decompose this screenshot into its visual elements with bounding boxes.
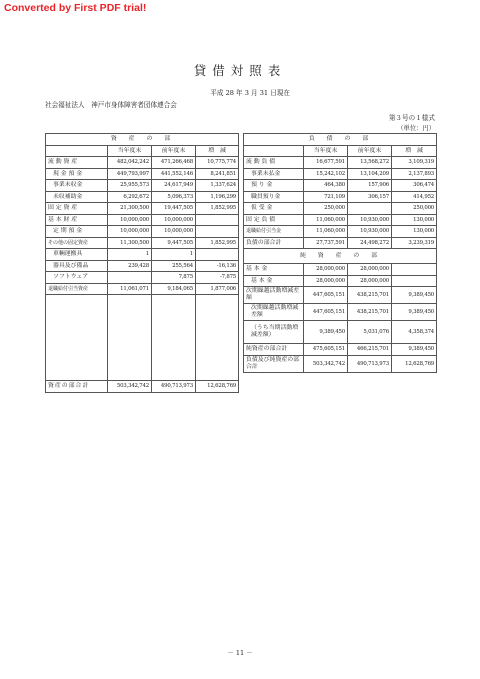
cell-diff: 4,358,374 [392, 321, 437, 344]
cell-diff: 1,877,006 [196, 283, 239, 295]
table-row [46, 226, 239, 238]
cell-diff: -7,875 [196, 272, 239, 284]
row-label: 事業未払金 [244, 168, 304, 180]
table-row [244, 157, 437, 169]
cell-current: 11,060,000 [304, 226, 348, 238]
cell-previous: 5,031,076 [348, 321, 392, 344]
table-row [244, 226, 437, 238]
cell-previous: 28,000,000 [348, 264, 392, 276]
col-header: 増 減 [196, 145, 239, 157]
cell-previous: 255,564 [152, 260, 196, 272]
table-row [244, 237, 437, 249]
cell-previous: 10,930,000 [348, 226, 392, 238]
table-row [244, 168, 437, 180]
col-header: 当年度末 [108, 145, 152, 157]
table-row [46, 260, 239, 272]
cell-diff: 130,000 [392, 226, 437, 238]
row-label: 未収補助金 [46, 191, 108, 203]
cell-previous: 9,447,505 [152, 237, 196, 249]
col-header: 前年度末 [152, 145, 196, 157]
cell-current [108, 272, 152, 284]
cell-current: 482,042,242 [108, 157, 152, 169]
row-label: 固 定 資 産 [46, 203, 108, 215]
cell-diff [392, 275, 437, 287]
cell-diff: 2,137,893 [392, 168, 437, 180]
cell-previous: 9,184,065 [152, 283, 196, 295]
table-row [46, 214, 239, 226]
cell-previous: 466,215,701 [348, 344, 392, 356]
table-row [244, 214, 437, 226]
cell-previous: 5,096,373 [152, 191, 196, 203]
table-row [244, 287, 437, 304]
cell-diff [196, 249, 239, 261]
assets-section-header: 資 産 の 部 [46, 134, 239, 146]
cell-previous: 13,104,209 [348, 168, 392, 180]
cell-diff: 12,628,769 [196, 381, 239, 393]
table-row [46, 283, 239, 295]
row-label: 純資産の部合計 [244, 344, 304, 356]
organization-name: 社会福祉法人 神戸市身体障害者団体連合会 [45, 101, 177, 109]
cell-previous: 10,930,000 [348, 214, 392, 226]
row-label: 職員預り金 [244, 191, 304, 203]
cell-diff: 414,952 [392, 191, 437, 203]
cell-current: 239,428 [108, 260, 152, 272]
cell-previous: 10,000,000 [152, 214, 196, 226]
cell-diff [196, 214, 239, 226]
cell-diff: 3,109,319 [392, 157, 437, 169]
cell-diff [196, 226, 239, 238]
page-number: － 11 － [227, 649, 253, 657]
row-label: 預 り 金 [244, 180, 304, 192]
row-label: 退職給付引当資産 [46, 283, 108, 295]
cell-previous: 10,000,000 [152, 226, 196, 238]
cell-current: 15,242,102 [304, 168, 348, 180]
spacer-row [46, 295, 239, 381]
cell-diff: 3,239,319 [392, 237, 437, 249]
row-label: 器具及び備品 [46, 260, 108, 272]
table-row [46, 203, 239, 215]
table-row [244, 264, 437, 276]
cell-previous: 438,215,701 [348, 304, 392, 321]
cell-current: 449,793,997 [108, 168, 152, 180]
cell-current: 11,060,000 [304, 214, 348, 226]
cell-previous: 157,906 [348, 180, 392, 192]
table-row [46, 168, 239, 180]
cell-diff: 1,337,624 [196, 180, 239, 192]
row-label: 負債及び純資産の部合計 [244, 355, 304, 372]
col-header: 当年度末 [304, 145, 348, 157]
row-label: （うち当期活動増減差額） [244, 321, 304, 344]
total-row [46, 381, 239, 393]
cell-current: 10,000,000 [108, 214, 152, 226]
cell-previous: 438,215,701 [348, 287, 392, 304]
cell-diff: 8,241,851 [196, 168, 239, 180]
cell-current: 21,300,500 [108, 203, 152, 215]
cell-diff: 1,196,299 [196, 191, 239, 203]
cell-diff: 130,000 [392, 214, 437, 226]
table-row [46, 249, 239, 261]
cell-current: 464,380 [304, 180, 348, 192]
cell-previous: 24,498,272 [348, 237, 392, 249]
cell-previous: 19,447,505 [152, 203, 196, 215]
cell-current: 28,000,000 [304, 264, 348, 276]
table-row [244, 203, 437, 215]
cell-diff: -16,136 [196, 260, 239, 272]
cell-previous: 441,552,146 [152, 168, 196, 180]
cell-previous: 471,266,468 [152, 157, 196, 169]
cell-diff: 1,852,995 [196, 203, 239, 215]
cell-previous: 490,713,973 [152, 381, 196, 393]
row-label: ソフトウェア [46, 272, 108, 284]
col-header [244, 145, 304, 157]
cell-previous: 490,713,973 [348, 355, 392, 372]
cell-current: 503,342,742 [304, 355, 348, 372]
cell-diff: 10,775,774 [196, 157, 239, 169]
row-label: 流 動 負 債 [244, 157, 304, 169]
cell-current: 28,000,000 [304, 275, 348, 287]
cell-diff: 9,389,450 [392, 304, 437, 321]
table-row [244, 275, 437, 287]
cell-current: 9,389,450 [304, 321, 348, 344]
row-label: 事業未収金 [46, 180, 108, 192]
row-label: その他の固定資産 [46, 237, 108, 249]
cell-previous: 24,617,949 [152, 180, 196, 192]
row-label: 基 本 金 [244, 264, 304, 276]
cell-diff: 306,474 [392, 180, 437, 192]
form-number: 第３号の１様式 [388, 114, 435, 122]
table-row [244, 344, 437, 356]
cell-previous: 13,568,272 [348, 157, 392, 169]
table-row [46, 191, 239, 203]
total-row [244, 355, 437, 372]
cell-diff: 1,852,995 [196, 237, 239, 249]
row-label: 仮 受 金 [244, 203, 304, 215]
row-label: 定 期 預 金 [46, 226, 108, 238]
cell-previous: 28,000,000 [348, 275, 392, 287]
cell-diff [392, 264, 437, 276]
row-label: 基 本 金 [244, 275, 304, 287]
cell-current: 10,000,000 [108, 226, 152, 238]
cell-current: 721,109 [304, 191, 348, 203]
row-label: 次期繰越活動増減差額 [244, 304, 304, 321]
row-label: 次期繰越活動増減差額 [244, 287, 304, 304]
row-label: 基 本 財 産 [46, 214, 108, 226]
col-header: 前年度末 [348, 145, 392, 157]
table-row [244, 304, 437, 321]
liabilities-table [243, 133, 437, 373]
col-header [46, 145, 108, 157]
unit-label: （単位：円） [397, 125, 435, 132]
cell-current: 447,605,151 [304, 304, 348, 321]
cell-current: 503,342,742 [108, 381, 152, 393]
row-label: 車輌運搬具 [46, 249, 108, 261]
cell-previous: 306,157 [348, 191, 392, 203]
cell-previous: 1 [152, 249, 196, 261]
row-label: 資産の部合計 [46, 381, 108, 393]
cell-current: 475,605,151 [304, 344, 348, 356]
assets-table [45, 133, 239, 393]
page-title: 貸借対照表 [193, 63, 287, 78]
cell-current: 11,061,071 [108, 283, 152, 295]
table-row [46, 157, 239, 169]
cell-current: 6,292,672 [108, 191, 152, 203]
table-row [244, 191, 437, 203]
row-label: 負債の部合計 [244, 237, 304, 249]
cell-current: 25,955,573 [108, 180, 152, 192]
cell-diff: 12,628,769 [392, 355, 437, 372]
trial-watermark: Converted by First PDF trial! [4, 2, 147, 14]
net-assets-section-header: 純 資 産 の 部 [244, 249, 437, 264]
cell-current: 1 [108, 249, 152, 261]
col-header: 増 減 [392, 145, 437, 157]
cell-previous [348, 203, 392, 215]
cell-diff: 9,389,450 [392, 344, 437, 356]
cell-current: 250,000 [304, 203, 348, 215]
cell-current: 11,300,500 [108, 237, 152, 249]
row-label: 現 金 預 金 [46, 168, 108, 180]
report-date: 平成 28 年 3 月 31 日現在 [210, 89, 290, 97]
table-row [46, 180, 239, 192]
cell-current: 447,605,151 [304, 287, 348, 304]
table-row [46, 272, 239, 284]
row-label: 流 動 資 産 [46, 157, 108, 169]
table-row [244, 180, 437, 192]
cell-current: 27,737,591 [304, 237, 348, 249]
row-label: 固 定 負 債 [244, 214, 304, 226]
cell-current: 16,677,591 [304, 157, 348, 169]
table-row [244, 321, 437, 344]
cell-diff: 250,000 [392, 203, 437, 215]
row-label: 退職給付引当金 [244, 226, 304, 238]
cell-previous: 7,875 [152, 272, 196, 284]
table-row [46, 237, 239, 249]
liabilities-section-header: 負 債 の 部 [244, 134, 437, 146]
cell-diff: 9,389,450 [392, 287, 437, 304]
